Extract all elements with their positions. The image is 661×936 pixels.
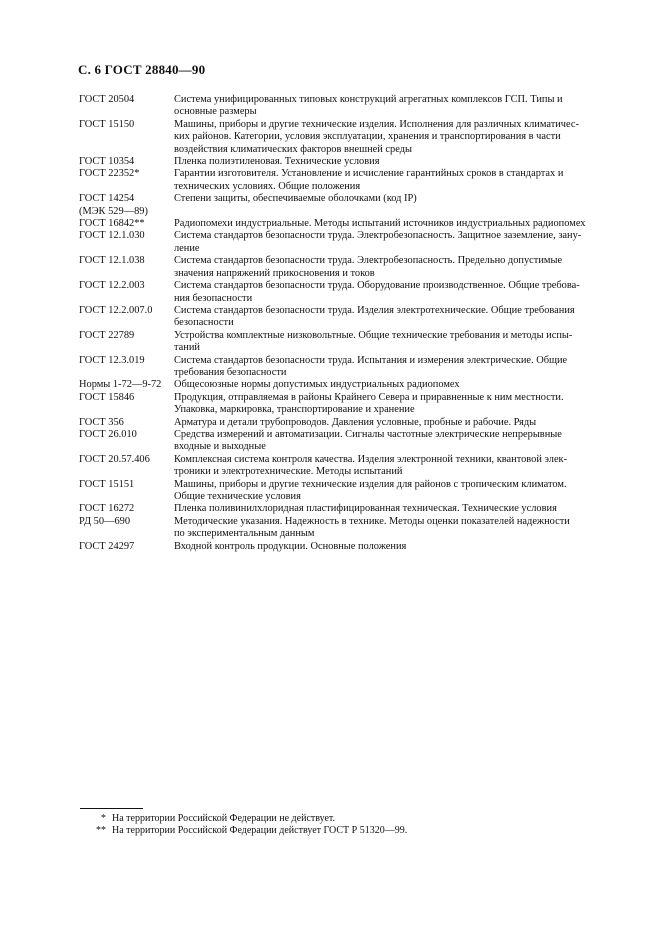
reference-row (79, 168, 617, 193)
reference-title (174, 417, 617, 429)
reference-code: ГОСТ 12.1.030 (79, 230, 145, 242)
reference-title (174, 168, 617, 193)
footnote (80, 813, 600, 825)
reference-title (174, 218, 617, 230)
reference-row (79, 454, 617, 479)
reference-title-line: Машины, приборы и другие технические изделия. Исполнения для различных климатичес- (174, 118, 579, 130)
reference-title (174, 206, 617, 218)
reference-code: ГОСТ 14254 (79, 193, 135, 205)
reference-row (79, 392, 617, 417)
page-header: С. 6 ГОСТ 28840—90 (78, 62, 206, 77)
reference-title-line: Продукция, отправляемая в районы Крайнего Севера и приравненные к ним местности. (174, 391, 564, 403)
reference-title (174, 454, 617, 479)
footnote-text: На территории Российской Федерации не действует. (112, 813, 336, 824)
reference-title-line: Упаковка, маркировка, транспортирование и хранение (174, 404, 415, 416)
reference-row (79, 218, 617, 230)
reference-title-line: Степени защиты, обеспечиваемые оболочками (код IP) (174, 193, 417, 205)
reference-title (174, 94, 617, 119)
reference-row (79, 479, 617, 504)
footnote-divider (80, 808, 143, 809)
reference-title-line: троники и электротехнические. Методы испытаний (174, 466, 403, 478)
reference-title (174, 516, 617, 541)
reference-title-line: по экспериментальным данным (174, 528, 315, 540)
reference-code: ГОСТ 356 (79, 416, 124, 428)
reference-row (79, 516, 617, 541)
reference-code: ГОСТ 12.2.003 (79, 280, 145, 292)
reference-title (174, 330, 617, 355)
reference-code: ГОСТ 26.010 (79, 428, 137, 440)
footnote (80, 825, 600, 837)
reference-code: ГОСТ 22352* (79, 168, 140, 180)
reference-title-line: Комплексная система контроля качества. Изделия электронной техники, квантовой элек- (174, 453, 568, 465)
reference-title (174, 119, 617, 156)
reference-code: ГОСТ 12.3.019 (79, 354, 145, 366)
reference-title (174, 541, 617, 553)
reference-row (79, 156, 617, 168)
reference-row (79, 355, 617, 380)
reference-code: ГОСТ 24297 (79, 540, 135, 552)
reference-title-line: Машины, приборы и другие технические изделия для районов с тропическим климатом. (174, 478, 567, 490)
reference-row (79, 206, 617, 218)
reference-code: ГОСТ 16842** (79, 218, 145, 230)
reference-row (79, 541, 617, 553)
footnote-text: На территории Российской Федерации действует ГОСТ Р 51320—99. (112, 825, 408, 836)
reference-title-line: Система стандартов безопасности труда. Испытания и измерения электрические. Общие (174, 354, 568, 366)
reference-title (174, 379, 617, 391)
reference-title-line: входные и выходные (174, 441, 266, 453)
reference-code: ГОСТ 10354 (79, 156, 135, 168)
reference-code: ГОСТ 16272 (79, 503, 135, 515)
reference-row (79, 429, 617, 454)
reference-title-line: основные размеры (174, 106, 257, 118)
reference-title-line: Гарантии изготовителя. Установление и исчисление гарантийных сроков в стандартах и (174, 168, 564, 180)
reference-title (174, 193, 617, 205)
reference-title-line: Пленка полиэтиленовая. Технические условия (174, 156, 380, 168)
reference-code: ГОСТ 15846 (79, 391, 135, 403)
reference-row (79, 230, 617, 255)
reference-title (174, 280, 617, 305)
reference-title-line: Радиопомехи индустриальные. Методы испытаний источников индустриальных радиопомех (174, 218, 586, 230)
footnote-mark: * (101, 813, 106, 824)
reference-title-line (174, 206, 617, 218)
reference-title-line: Система унифицированных типовых конструкций агрегатных комплексов ГСП. Типы и (174, 94, 563, 105)
reference-title-line: Общие технические условия (174, 491, 301, 502)
reference-title (174, 255, 617, 280)
reference-title-line: Система стандартов безопасности труда. Изделия электротехнические. Общие требования (174, 304, 575, 316)
reference-row (79, 417, 617, 429)
reference-title-line: Пленка поливинилхлоридная пластифицированная техническая. Технические условия (174, 503, 557, 515)
reference-row (79, 255, 617, 280)
reference-title (174, 392, 617, 417)
reference-title-line: Методические указания. Надежность в технике. Методы оценки показателей надежности (174, 515, 570, 527)
reference-code: ГОСТ 22789 (79, 329, 135, 341)
reference-title-line: Устройства комплектные низковольтные. Общие технические требования и методы испы- (174, 329, 573, 341)
reference-code: ГОСТ 12.1.038 (79, 255, 145, 267)
reference-title-line: Система стандартов безопасности труда. Оборудование производственное. Общие требова- (174, 280, 580, 292)
reference-title-line: Арматура и детали трубопроводов. Давления условные, пробные и рабочие. Ряды (174, 416, 537, 428)
reference-title-line: значения напряжений прикосновения и токов (174, 267, 375, 279)
reference-title (174, 230, 617, 255)
reference-code: (МЭК 529—89) (79, 205, 148, 217)
reference-row (79, 119, 617, 156)
reference-row (79, 379, 617, 391)
reference-title-line: требования безопасности (174, 366, 287, 378)
reference-title (174, 156, 617, 168)
reference-row (79, 280, 617, 305)
reference-title-line: Средства измерений и автоматизации. Сигналы частотные электрические непрерывные (174, 428, 562, 440)
reference-code: ГОСТ 12.2.007.0 (79, 304, 153, 316)
reference-row (79, 503, 617, 515)
reference-row (79, 330, 617, 355)
reference-title-line: Система стандартов безопасности труда. Электробезопасность. Предельно допустимые (174, 255, 563, 267)
reference-code: ГОСТ 20.57.406 (79, 453, 150, 465)
reference-title (174, 503, 617, 515)
reference-title-line: Общесоюзные нормы допустимых индустриальных радиопомех (174, 379, 460, 391)
reference-title-line: ление (174, 242, 200, 254)
reference-title-line: Входной контроль продукции. Основные положения (174, 540, 407, 552)
reference-code: ГОСТ 15150 (79, 118, 135, 130)
footnote-mark: ** (96, 825, 106, 836)
reference-title-line: воздействия климатических факторов внешней среды (174, 143, 412, 155)
footnotes (80, 813, 600, 837)
reference-title-line: технических условиях. Общие положения (174, 180, 361, 192)
reference-title-line: ких районов. Категории, условия эксплуатации, хранения и транспортирования в части (174, 131, 561, 143)
reference-title-line: ния безопасности (174, 292, 253, 304)
reference-row (79, 305, 617, 330)
reference-title (174, 355, 617, 380)
reference-title (174, 429, 617, 454)
reference-list (79, 94, 617, 553)
reference-row (79, 193, 617, 205)
reference-title-line: безопасности (174, 317, 234, 329)
reference-title (174, 479, 617, 504)
reference-title (174, 305, 617, 330)
reference-code: ГОСТ 20504 (79, 94, 135, 105)
reference-code: РД 50—690 (79, 515, 131, 527)
reference-row (79, 94, 617, 119)
reference-code: ГОСТ 15151 (79, 478, 135, 490)
reference-title-line: Система стандартов безопасности труда. Электробезопасность. Защитное заземление, зану- (174, 230, 582, 242)
reference-title-line: таний (174, 342, 200, 354)
reference-code: Нормы 1-72—9-72 (79, 379, 162, 391)
